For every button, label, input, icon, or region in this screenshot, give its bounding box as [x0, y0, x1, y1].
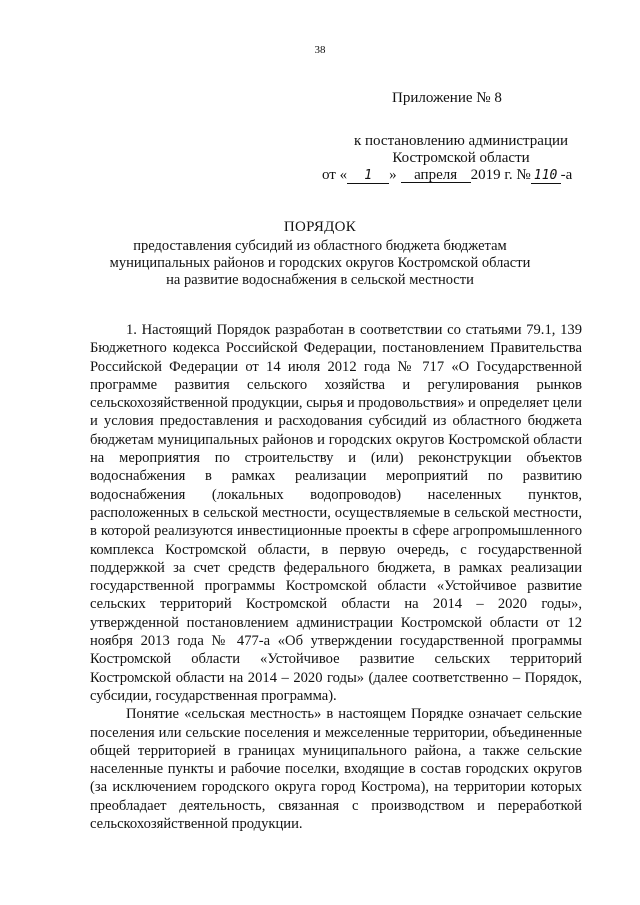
paragraph: 1. Настоящий Порядок разработан в соответствии со статьями 79.1, 139 Бюджетного кодекса Российской Федерации, постановлением Правительства Российской Федерации от 14 июля 2012 года № 717 «О Государственной программе развития сельского хозяйства и регулирования рынков сельскохозяйственной продукции, сырья и продовольствия» и определяет цели и условия предоставления и расходования субсидий из областного бюджета бюджетам муниципальных районов и городских округов Костромской области на мероприятия по строительству и (или) реконструкции объектов водоснабжения в рамках реализации мероприятий по развитию водоснабжения (локальных водопроводов) населенных пунктов, расположенных в сельской местности, осуществляемые в сельской местности, в которой реализуются инвестиционные проекты в сфере агропромышленного комплекса Костромской области, в первую очередь, с государственной поддержкой за счет средств федерального бюджета, в рамках реализации государственной программы Костромской области «Устойчивое развитие сельских территорий Костромской области на 2014 – 2020 годы», утвержденной постановлением администрации Костромской области от 12 ноября 2013 года № 477-а «Об утверждении государственной программы Костромской области «Устойчивое развитие сельских территорий Костромской области на 2014 – 2020 годы» (далее соответственно – Порядок, субсидии, государственная программа).	[90, 322, 582, 704]
document-body	[90, 321, 582, 833]
paragraph: Понятие «сельская местность» в настоящем Порядке означает сельские поселения или сельские поселения и межселенные территории, объединенные общей территорией в границах муниципального района, а также сельские населенные пункты и рабочие поселки, входящие в состав городских округов (за исключением городского округа город Кострома), на территории которых преобладает деятельность, связанная с производством и переработкой сельскохозяйственной продукции.	[90, 706, 582, 833]
document-subtitle	[0, 238, 640, 289]
resolution-line: к постановлению администрации	[353, 133, 569, 149]
date-month-blank	[401, 168, 471, 183]
document-title: ПОРЯДОК	[283, 219, 357, 235]
date-day-blank	[347, 168, 389, 184]
subtitle-line: муниципальных районов и городских округов Костромской области	[109, 255, 531, 271]
date-year: 2019 г. №	[470, 167, 531, 183]
date-month: апреля	[414, 167, 458, 183]
appendix-title: Приложение № 8	[392, 90, 502, 106]
date-number: 110	[533, 168, 558, 183]
date-quote-close: »	[389, 167, 397, 183]
resolution-date-line	[322, 167, 572, 184]
subtitle-line: на развитие водоснабжения в сельской местности	[166, 272, 474, 288]
resolution-line: Костромской области	[392, 150, 530, 166]
resolution-block	[330, 133, 592, 167]
page-number: 38	[314, 44, 326, 56]
subtitle-line: предоставления субсидий из областного бюджета бюджетам	[133, 238, 507, 254]
date-number-blank	[531, 168, 561, 184]
date-suffix: -а	[560, 167, 573, 183]
date-prefix: от «	[322, 167, 348, 183]
date-day: 1	[364, 168, 373, 183]
